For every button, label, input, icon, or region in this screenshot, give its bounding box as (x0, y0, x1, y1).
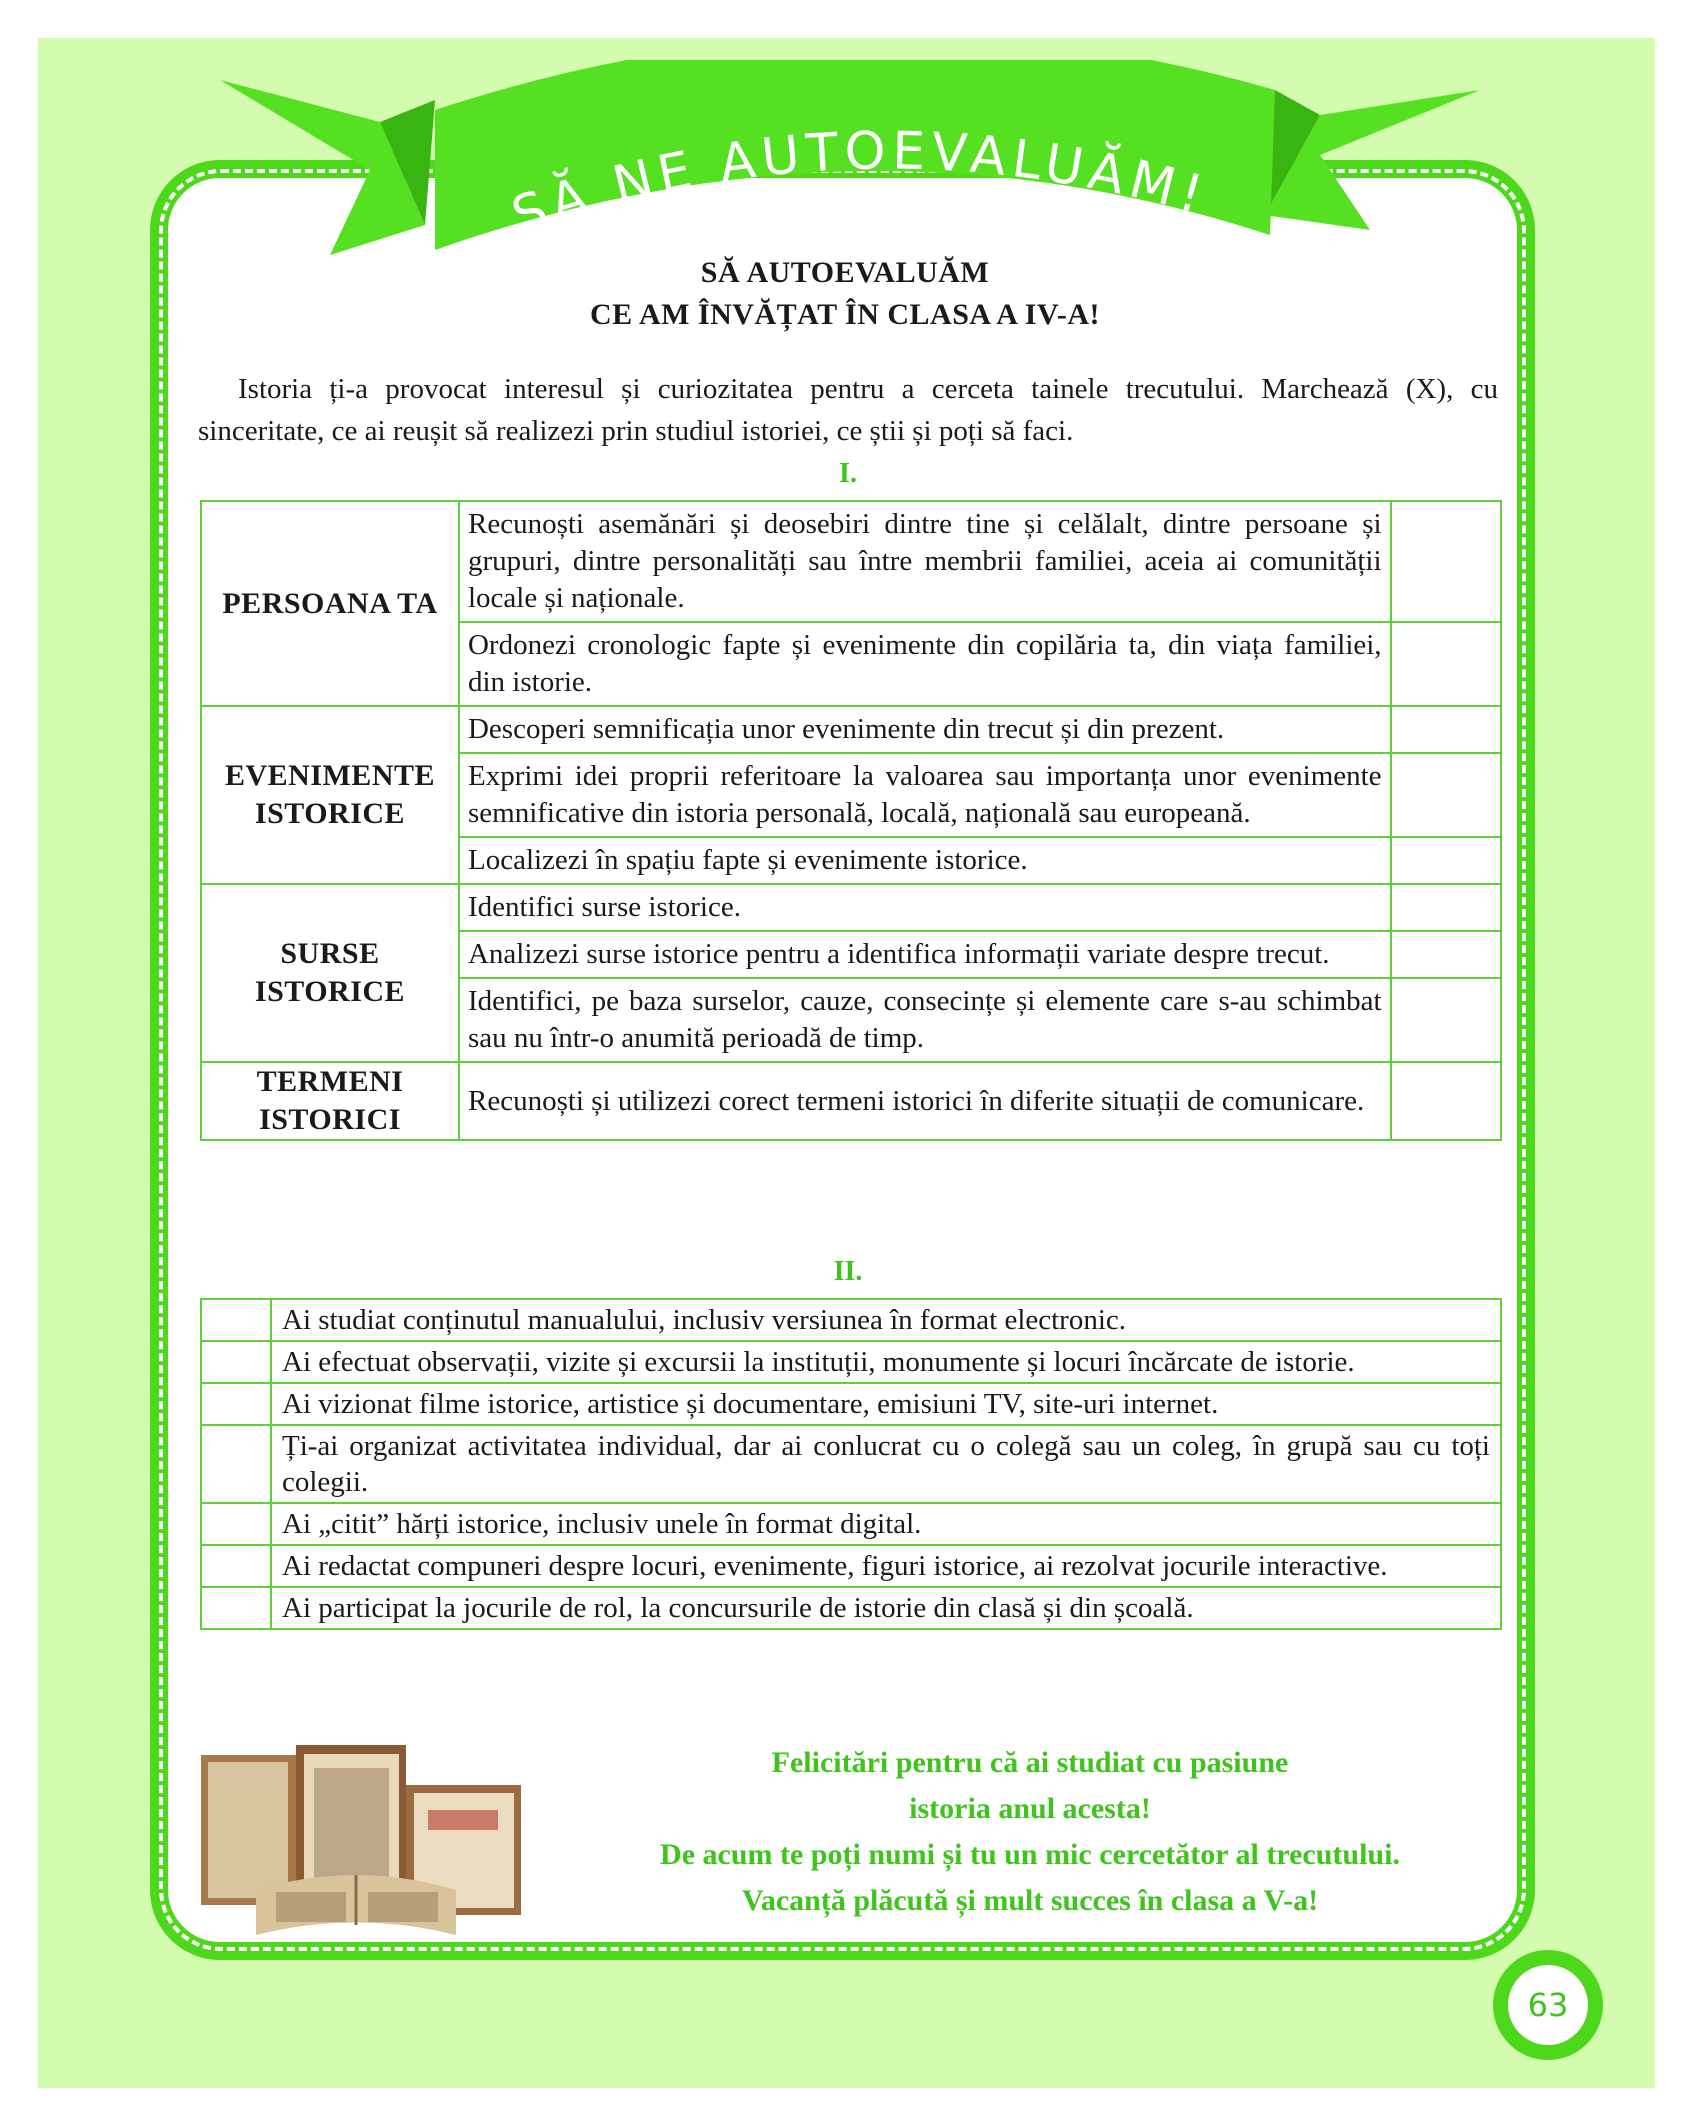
checkmark-box[interactable] (1391, 978, 1501, 1062)
competence-description: Recunoști asemănări și deosebiri dintre tine și celălalt, dintre persoane și grupuri, dintre personalități sau între membrii familiei, aceia ai comunității locale și naționale. (459, 501, 1391, 622)
competence-description: Identifici surse istorice. (459, 884, 1391, 931)
closing-line-2: istoria anul acesta! (909, 1792, 1151, 1825)
section-1-label: I. (839, 458, 857, 489)
competence-description: Localizezi în spațiu fapte și evenimente istorice. (459, 837, 1391, 884)
competence-description: Recunoști și utilizezi corect termeni istorici în diferite situații de comunicare. (459, 1062, 1391, 1140)
activity-description: Ți-ai organizat activitatea individual, dar ai conlucrat cu o colegă sau un coleg, în grupă sau cu toți colegii. (271, 1425, 1501, 1503)
title-line-2: CE AM ÎNVĂȚAT ÎN CLASA A IV-A! (589, 298, 1101, 331)
page-title (200, 252, 1490, 336)
competence-description: Descoperi semnificația unor evenimente din trecut și din prezent. (459, 706, 1391, 753)
activity-description: Ai vizionat filme istorice, artistice și documentare, emisiuni TV, site-uri internet. (271, 1383, 1501, 1425)
checkmark-box[interactable] (201, 1299, 271, 1341)
table-row (201, 1341, 1501, 1383)
checkmark-box[interactable] (201, 1545, 271, 1587)
old-books-illustration (196, 1740, 531, 1940)
banner-title: SĂ NE AUTOEVALUĂM! (504, 121, 1215, 248)
closing-line-3: De acum te poți numi și tu un mic cercetător al trecutului. (660, 1838, 1400, 1871)
intro-paragraph: Istoria ți-a provocat interesul și curiozitatea pentru a cerceta tainele trecutului. Marchează (X), cu sinceritate, ce ai reușit să realizezi prin studiul istoriei, ce știi și poți să faci. (198, 373, 1498, 447)
competence-description: Identifici, pe baza surselor, cauze, consecințe și elemente care s-au schimbat sau nu într-o anumită perioadă de timp. (459, 978, 1391, 1062)
page-number: 63 (1508, 1965, 1588, 2045)
checkmark-box[interactable] (1391, 837, 1501, 884)
closing-line-1: Felicitări pentru că ai studiat cu pasiune (771, 1746, 1289, 1779)
page-number-badge (1493, 1950, 1603, 2060)
checkmark-box[interactable] (1391, 931, 1501, 978)
activity-description: Ai participat la jocurile de rol, la concursurile de istorie din clasă și din școală. (271, 1587, 1501, 1629)
checkmark-box[interactable] (201, 1341, 271, 1383)
competence-description: Analizezi surse istorice pentru a identifica informații variate despre trecut. (459, 931, 1391, 978)
table-row (201, 1503, 1501, 1545)
self-assessment-table-1 (200, 500, 1502, 1141)
table-row (201, 884, 1501, 931)
category-cell: TERMENI ISTORICI (201, 1062, 459, 1140)
competence-description: Ordonezi cronologic fapte și evenimente din copilăria ta, din viața familiei, din istorie. (459, 622, 1391, 706)
self-assessment-table-2 (200, 1298, 1502, 1630)
checkmark-box[interactable] (201, 1383, 271, 1425)
closing-line-4: Vacanță plăcută și mult succes în clasa a V-a! (741, 1884, 1319, 1917)
table-row (201, 1383, 1501, 1425)
category-cell: SURSE ISTORICE (201, 884, 459, 1062)
section-2-label: II. (833, 1256, 863, 1287)
checkmark-box[interactable] (201, 1425, 271, 1503)
checkmark-box[interactable] (1391, 622, 1501, 706)
competence-description: Exprimi idei proprii referitoare la valoarea sau importanța unor evenimente semnificative din istoria personală, locală, națională sau europeană. (459, 753, 1391, 837)
table-row (201, 706, 1501, 753)
table-row (201, 501, 1501, 622)
title-line-1: SĂ AUTOEVALUĂM (700, 256, 990, 289)
table-row (201, 1545, 1501, 1587)
checkmark-box[interactable] (1391, 884, 1501, 931)
checkmark-box[interactable] (1391, 753, 1501, 837)
table-row (201, 1425, 1501, 1503)
checkmark-box[interactable] (201, 1503, 271, 1545)
activity-description: Ai redactat compuneri despre locuri, evenimente, figuri istorice, ai rezolvat jocurile interactive. (271, 1545, 1501, 1587)
checkmark-box[interactable] (201, 1587, 271, 1629)
activity-description: Ai „citit” hărți istorice, inclusiv unele în format digital. (271, 1503, 1501, 1545)
checkmark-box[interactable] (1391, 1062, 1501, 1140)
checkmark-box[interactable] (1391, 501, 1501, 622)
closing-message (570, 1740, 1490, 1924)
category-cell: PERSOANA TA (201, 501, 459, 706)
table-row (201, 1587, 1501, 1629)
activity-description: Ai efectuat observații, vizite și excursii la instituții, monumente și locuri încărcate de istorie. (271, 1341, 1501, 1383)
category-cell: EVENIMENTE ISTORICE (201, 706, 459, 884)
activity-description: Ai studiat conținutul manualului, inclusiv versiunea în format electronic. (271, 1299, 1501, 1341)
checkmark-box[interactable] (1391, 706, 1501, 753)
table-row (201, 1299, 1501, 1341)
table-row (201, 1062, 1501, 1140)
